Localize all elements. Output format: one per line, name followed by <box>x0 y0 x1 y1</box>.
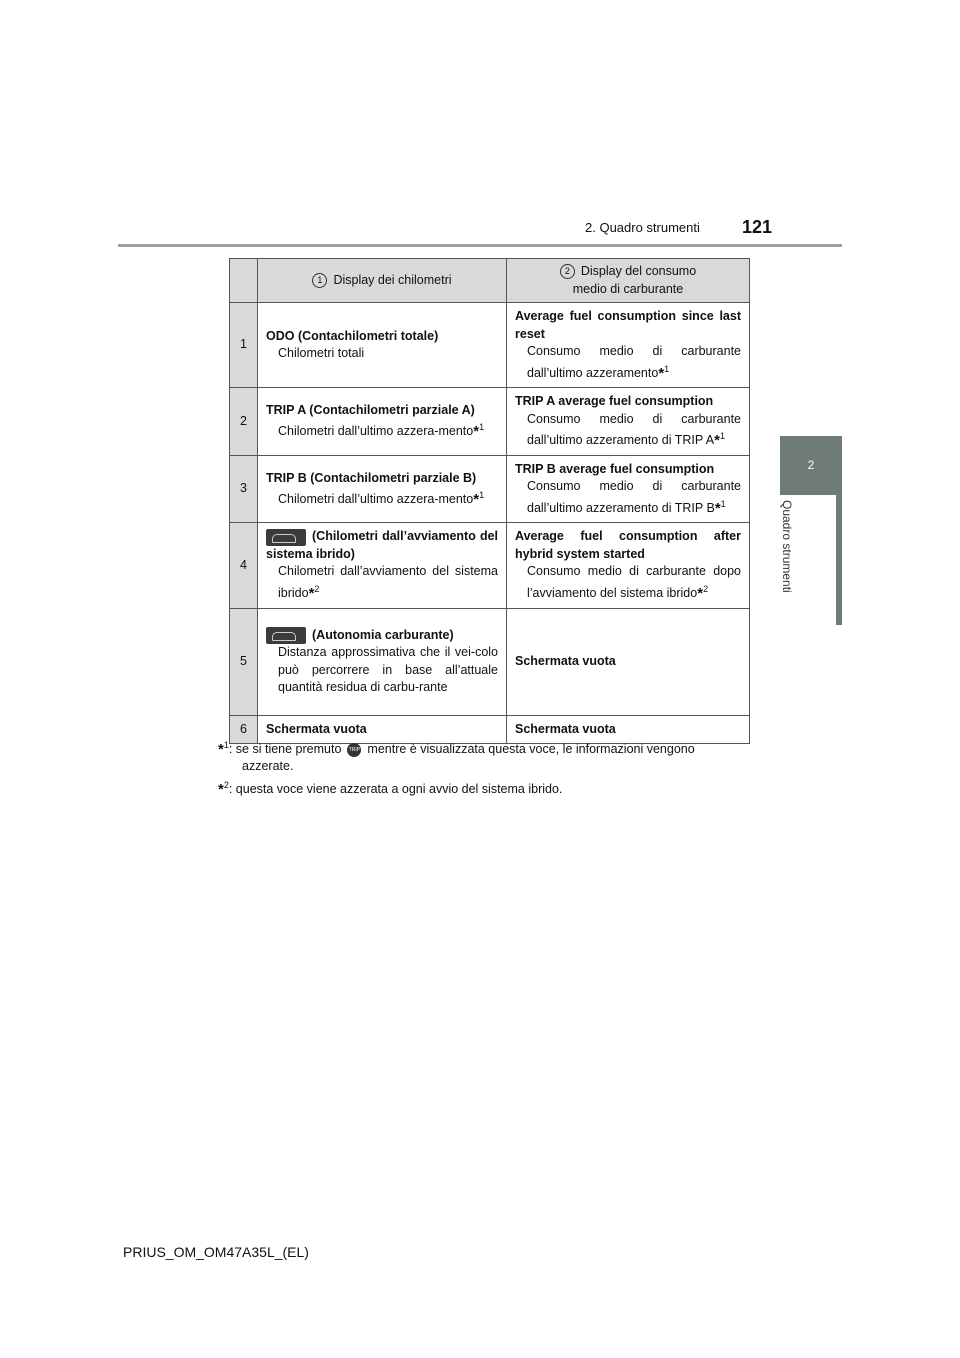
item-title: TRIP A (Contachilometri parziale A) <box>266 402 475 417</box>
item-title: (Chilometri dall’avviamento del sistema ibrido) <box>266 529 498 561</box>
footnote-star-icon: * <box>218 741 224 759</box>
footnote-ref: 2 <box>703 583 709 594</box>
item-description-wrap <box>515 478 741 517</box>
footnote-text: : questa voce viene azzerata a ogni avvio del sistema ibrido. <box>228 782 563 797</box>
fuel-range-icon <box>266 627 306 644</box>
footnote-text-line2: azzerate. <box>242 759 294 774</box>
item-description-wrap <box>515 343 741 382</box>
footnote-text-cont: mentre è visualizzata questa voce, le informazioni vengono <box>367 742 695 757</box>
footnote-star-icon: * <box>714 432 720 450</box>
odometer-cell <box>258 388 507 456</box>
item-description-wrap <box>266 563 498 602</box>
row-number: 1 <box>230 303 258 388</box>
footnote-ref: 1 <box>479 422 485 433</box>
item-title: ODO (Contachilometri totale) <box>266 328 439 343</box>
footnote-ref: 1 <box>720 498 726 509</box>
row-number: 4 <box>230 523 258 608</box>
header-rule <box>118 244 842 247</box>
footnote-text: : se si tiene premuto <box>228 742 342 757</box>
table-row <box>230 608 750 715</box>
item-title: Average fuel consumption since last reset <box>515 309 741 341</box>
row-number: 2 <box>230 388 258 456</box>
item-description: Consumo medio di carburante dall’ultimo azzeramento <box>527 344 741 380</box>
item-description-wrap <box>266 419 498 441</box>
fuel-cell <box>507 455 750 523</box>
header-label: Display dei chilometri <box>333 272 452 287</box>
item-description: Chilometri dall’ultimo azzera-mento <box>278 492 474 507</box>
item-title: TRIP A average fuel consumption <box>515 394 714 409</box>
header-blank-cell <box>230 259 258 303</box>
table-row <box>230 303 750 388</box>
display-items-table <box>229 258 750 744</box>
odometer-cell <box>258 608 507 715</box>
header-cell-odometer <box>258 259 507 303</box>
item-description: Chilometri dall’avviamento del sistema ibrido <box>278 564 498 601</box>
item-description: Chilometri dall’ultimo azzera-mento <box>278 424 474 439</box>
footnote-ref: 1 <box>719 431 725 442</box>
header-label: Display del consumo <box>580 264 697 278</box>
chapter-tab-label: Quadro strumenti <box>780 500 794 593</box>
row-number: 5 <box>230 608 258 715</box>
odometer-cell <box>258 303 507 388</box>
fuel-cell <box>507 608 750 715</box>
footnote-ref: 1 <box>479 490 485 501</box>
item-description-wrap <box>515 563 741 602</box>
item-title: TRIP B average fuel consumption <box>515 461 715 476</box>
circled-number-icon: 2 <box>560 264 575 279</box>
odometer-cell <box>258 455 507 523</box>
item-description: Distanza approssimativa che il vei-colo può percorrere in base all’attuale quantità residua di carbu-rante <box>278 645 498 695</box>
trip-button-icon: TRIP <box>347 743 361 757</box>
item-description-wrap <box>515 411 741 450</box>
row-number: 6 <box>230 715 258 744</box>
item-title: Schermata vuota <box>515 653 616 668</box>
chapter-tab-bar <box>836 495 842 625</box>
document-code: PRIUS_OM_OM47A35L_(EL) <box>123 1244 309 1260</box>
footnote-star-icon: * <box>473 423 480 441</box>
section-title: 2. Quadro strumenti <box>585 220 700 235</box>
circled-number-icon: 1 <box>312 273 327 288</box>
footnote-star-icon: * <box>714 499 721 517</box>
fuel-cell <box>507 388 750 456</box>
item-description: Consumo medio di carburante dall’ultimo azzeramento di TRIP B <box>527 479 741 515</box>
chapter-tab-number: 2 <box>780 436 842 495</box>
row-number: 3 <box>230 455 258 523</box>
footnote-ref: 1 <box>664 363 670 374</box>
footnote-mark: 2 <box>223 780 229 790</box>
footnote-star-icon: * <box>697 585 704 603</box>
item-description: Consumo medio di carburante dall’ultimo azzeramento di TRIP A <box>527 411 741 448</box>
item-title: Schermata vuota <box>515 721 616 736</box>
item-title: Average fuel consumption after hybrid system started <box>515 529 741 561</box>
header-cell-fuel <box>507 259 750 303</box>
item-title: TRIP B (Contachilometri parziale B) <box>266 470 477 485</box>
fuel-cell <box>507 523 750 608</box>
fuel-cell <box>507 303 750 388</box>
odometer-cell <box>258 523 507 608</box>
table-row <box>230 523 750 608</box>
item-title-wrap <box>266 627 498 645</box>
table-row <box>230 388 750 456</box>
item-title-wrap <box>266 528 498 563</box>
item-title: (Autonomia carburante) <box>312 627 454 642</box>
footnote-star-icon: * <box>308 585 315 603</box>
page-number: 121 <box>742 217 773 237</box>
footnote-mark: 1 <box>223 740 229 750</box>
footnote-1 <box>218 737 695 775</box>
item-title: Schermata vuota <box>266 721 367 736</box>
item-description-wrap <box>266 487 498 509</box>
footnote-star-icon: * <box>473 491 480 509</box>
footnote-star-icon: * <box>658 364 665 382</box>
item-description: Consumo medio di carburante dopo l’avviamento del sistema ibrido <box>527 564 741 601</box>
item-description: Chilometri totali <box>278 346 365 361</box>
table-row <box>230 455 750 523</box>
table-header-row <box>230 259 750 303</box>
footnote-star-icon: * <box>218 781 224 799</box>
footnote-2 <box>218 777 562 798</box>
chapter-tab-label-wrap <box>780 500 810 610</box>
footnote-ref: 2 <box>314 583 320 594</box>
hybrid-trip-icon <box>266 529 306 546</box>
header-label-line2: medio di carburante <box>572 281 684 296</box>
